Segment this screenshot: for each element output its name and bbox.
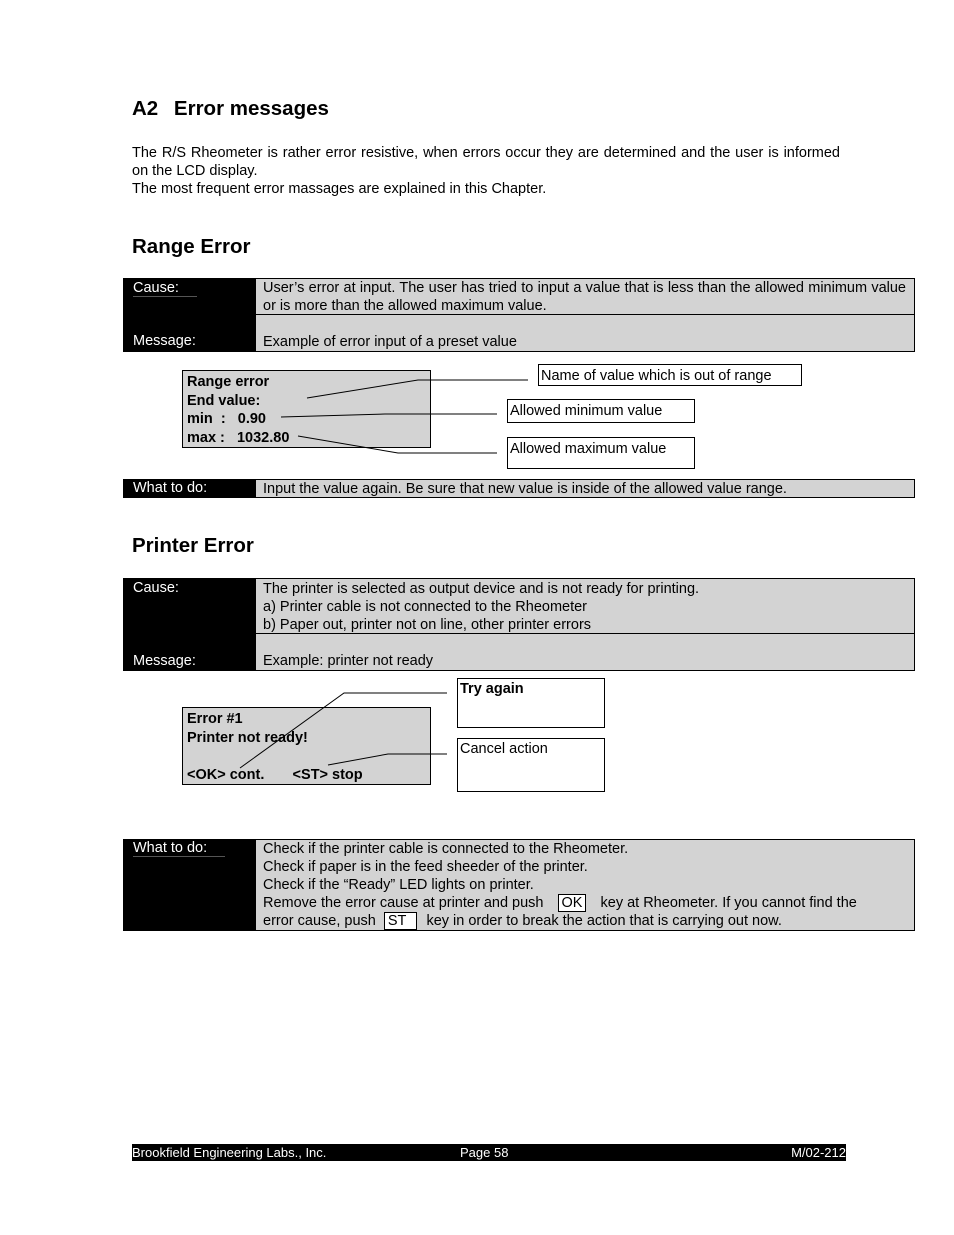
intro-paragraph-2: The most frequent error massages are explained in this Chapter. [132,181,547,197]
callout-line-try [240,693,447,768]
note-value-name: Name of value which is out of range [538,364,802,386]
callout-line-name [307,380,528,398]
printer-todo-label: What to do: [133,840,225,857]
intro-paragraph: The R/S Rheometer is rather error resistive, when errors occur they are determined and the user is informed on the LCD display. [132,145,840,179]
printer-cause-line: The printer is selected as output device and is not ready for printing. [263,581,700,597]
lcd-line: <OK> cont. <ST> stop [187,766,363,783]
printer-todo-line: Check if paper is in the feed sheeder of the printer. [263,859,588,875]
todo-remove-text: key in order to break the action that is carrying out now. [426,913,782,929]
printer-todo-line: Check if the “Ready” LED lights on printer. [263,877,534,893]
todo-remove-text: Remove the error cause at printer and push [263,895,544,911]
printer-message-text: Example: printer not ready [263,653,434,669]
todo-remove-text: error cause, push [263,913,376,929]
printer-error-title: Printer Error [132,534,254,557]
note-allowed-minimum: Allowed minimum value [507,399,695,423]
footer-doc-id: M/02-212 [791,1145,846,1160]
range-message-text: Example of error input of a preset value [263,334,517,350]
st-key: ST [384,912,418,930]
printer-todo-line: Check if the printer cable is connected to the Rheometer. [263,841,629,857]
lcd-line: Error #1 [187,711,243,727]
range-message-label: Message: [133,333,196,349]
callout-line-min [281,414,497,417]
note-cancel-action: Cancel action [457,738,605,792]
callout-line-cancel [328,754,447,765]
lcd-line: Range error [187,374,270,390]
printer-cause-line: b) Paper out, printer not on line, other printer errors [263,617,592,633]
printer-cause-label: Cause: [133,580,179,596]
range-todo-text: Input the value again. Be sure that new value is inside of the allowed value range. [263,481,787,497]
printer-cause-line: a) Printer cable is not connected to the Rheometer [263,599,588,615]
callout-line-max [298,436,497,453]
range-cause-text: User’s error at input. The user has tried to input a value that is less than the allowed minimum value or is more than the allowed maximum value. [263,280,906,314]
lcd-line: End value: [187,392,261,409]
section-title: Error messages [173,97,329,120]
footer-company: Brookfield Engineering Labs., Inc. [132,1145,327,1160]
note-try-again: Try again [457,678,605,728]
lcd-line: Printer not ready! [187,729,308,746]
section-number: A2 [132,97,159,120]
range-todo-label: What to do: [133,480,208,496]
lcd-line: max : 1032.80 [187,429,290,446]
range-cause-label: Cause: [133,280,197,297]
range-error-title: Range Error [132,235,251,258]
todo-remove-text: key at Rheometer. If you cannot find the [600,895,857,911]
footer-page-number: Page 58 [460,1145,509,1160]
lcd-line: min : 0.90 [187,411,266,427]
printer-message-label: Message: [133,653,196,669]
ok-key: OK [558,894,587,912]
page-footer [132,1144,846,1161]
note-allowed-maximum: Allowed maximum value [507,437,695,469]
